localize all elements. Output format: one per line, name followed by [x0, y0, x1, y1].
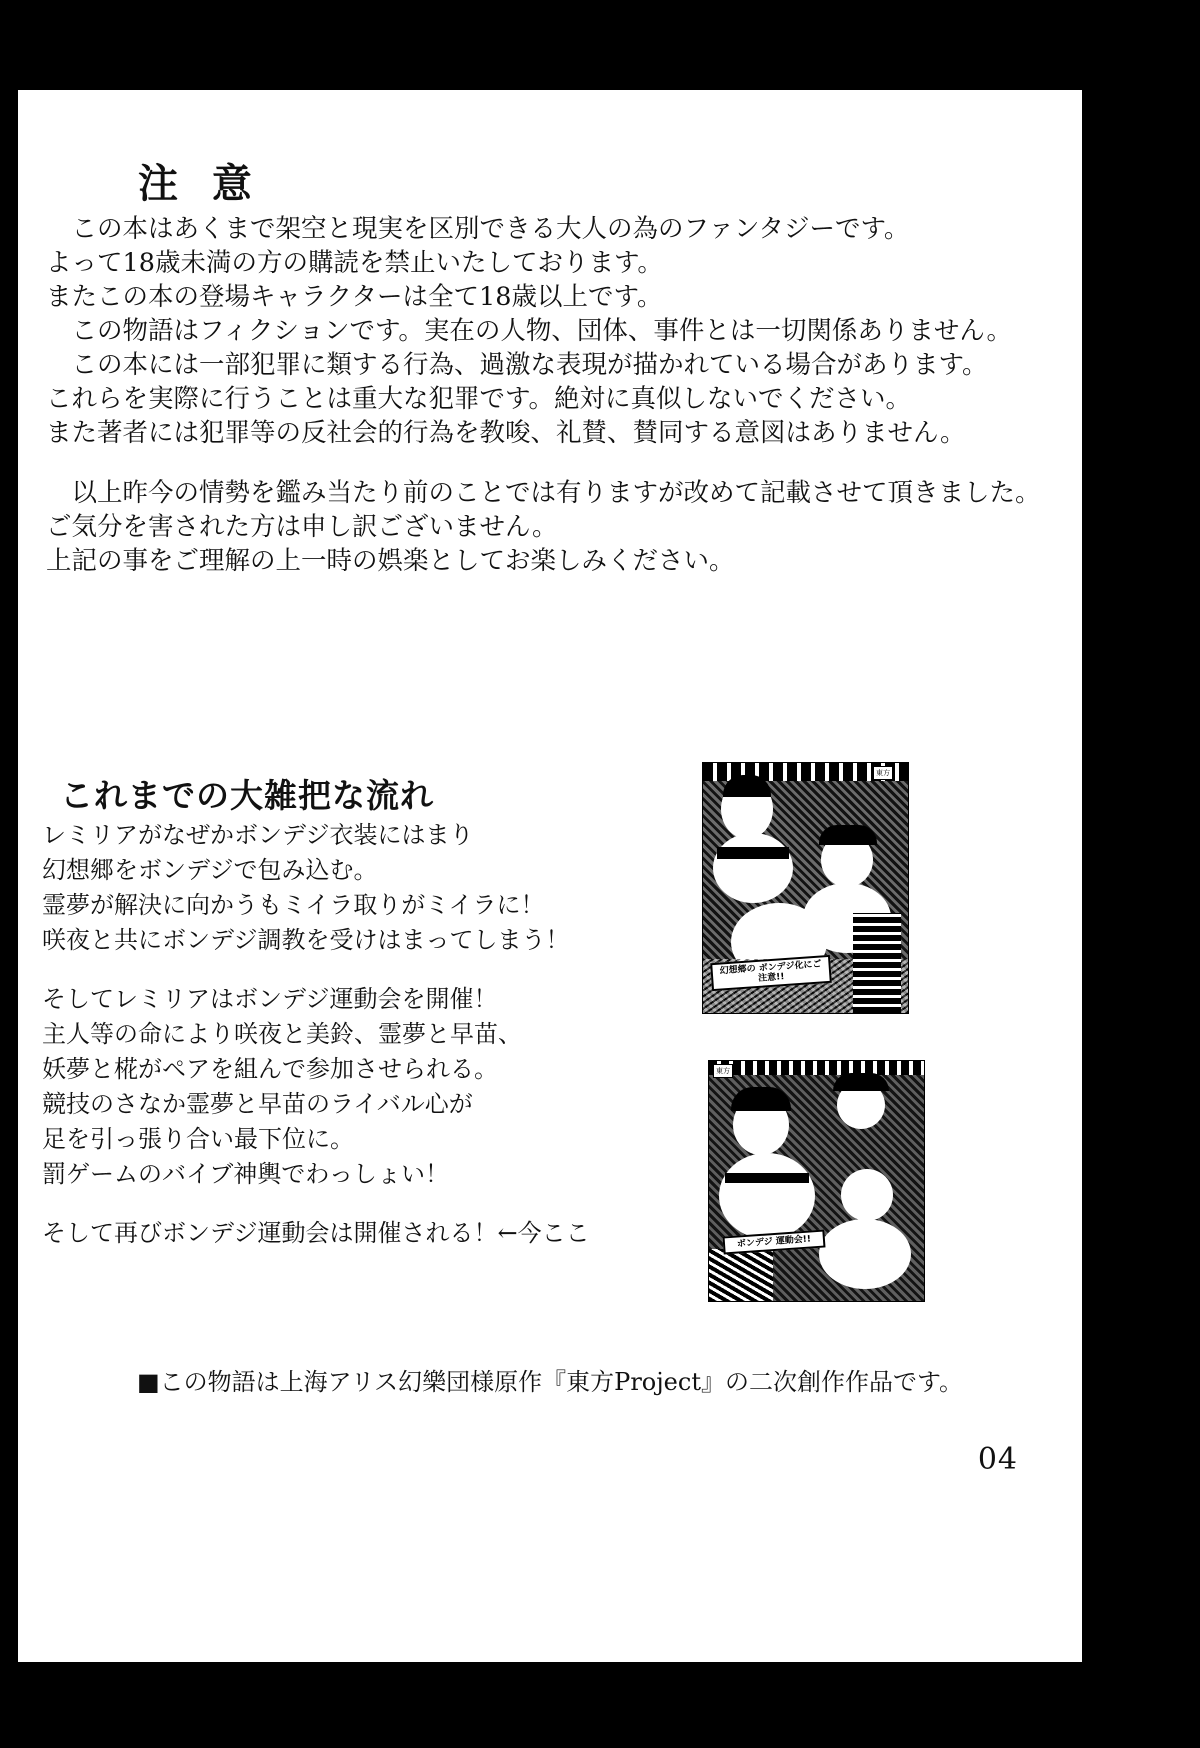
cover-corner-tag: 東方	[713, 1064, 733, 1078]
notice-text-block	[46, 212, 1056, 578]
character-hair-a	[731, 1087, 791, 1111]
paragraph-gap	[42, 1192, 682, 1216]
recap-heading: これまでの大雑把な流れ	[60, 776, 434, 815]
recap-line: 罰ゲームのバイブ神輿でわっしょい！	[42, 1160, 450, 1188]
notice-line: またこの本の登場キャラクターは全て18歳以上です。	[46, 282, 663, 312]
previous-volume-cover-2	[708, 1060, 925, 1302]
notice-line: 以上昨今の情勢を鑑み当たり前のことでは有りますが改めて記載させて頂きました。	[46, 478, 1041, 508]
recap-line: 妖夢と椛がペアを組んで参加させられる。	[42, 1055, 498, 1083]
paragraph-gap	[42, 958, 682, 982]
character-body-c	[819, 1219, 911, 1289]
notice-line: この物語はフィクションです。実在の人物、団体、事件とは一切関係ありません。	[46, 316, 1012, 346]
recap-line: レミリアがなぜかボンデジ衣装にはまり	[42, 821, 474, 849]
previous-volume-cover-1	[702, 762, 909, 1014]
recap-line: そしてレミリアはボンデジ運動会を開催！	[42, 985, 498, 1013]
recap-line: 咲夜と共にボンデジ調教を受けはまってしまう！	[42, 926, 570, 954]
recap-line: 主人等の命により咲夜と美鈴、霊夢と早苗、	[42, 1020, 522, 1048]
page-sheet	[18, 90, 1082, 1662]
notice-line: この本には一部犯罪に類する行為、過激な表現が描かれている場合があります。	[46, 350, 988, 380]
recap-line: そして再びボンデジ運動会は開催される！←今ここ	[42, 1219, 590, 1247]
notice-line: よって18歳未満の方の購読を禁止いたしております。	[46, 248, 663, 278]
character-head-c	[841, 1169, 893, 1221]
recap-text-block	[42, 818, 682, 1251]
notice-line: 上記の事をご理解の上一時の娯楽としてお楽しみください。	[46, 546, 735, 576]
notice-heading: 注 意	[138, 160, 262, 207]
recap-line: 競技のさなか霊夢と早苗のライバル心が	[42, 1090, 473, 1118]
character-hair-b	[819, 825, 877, 845]
cover-corner-tag: 東方	[873, 766, 893, 780]
notice-line: これらを実際に行うことは重大な犯罪です。絶対に真似しないでください。	[46, 384, 911, 414]
recap-line: 幻想郷をボンデジで包み込む。	[42, 856, 378, 884]
cover-side-texture	[853, 913, 901, 1013]
cover-caption-1: 幻想郷の ボンデジ化にご注意!!	[710, 955, 832, 991]
notice-line: また著者には犯罪等の反社会的行為を教唆、礼賛、賛同する意図はありません。	[46, 418, 966, 448]
character-body-a	[719, 1153, 815, 1239]
cover-caption-2: ボンデジ 運動会!!	[722, 1229, 825, 1254]
cover-bottom-texture	[709, 1249, 773, 1301]
copyright-note: ■この物語は上海アリス幻樂団様原作『東方Project』の二次創作作品です。	[136, 1368, 964, 1396]
notice-line: この本はあくまで架空と現実を区別できる大人の為のファンタジーです。	[46, 214, 910, 244]
bondage-strap-a	[717, 847, 789, 859]
recap-line: 霊夢が解決に向かうもミイラ取りがミイラに！	[42, 891, 545, 919]
page-number: 04	[977, 1442, 1018, 1477]
cover-top-band	[709, 1061, 924, 1075]
character-hair-b	[833, 1073, 889, 1091]
character-body-a	[713, 833, 793, 903]
bondage-strap-a	[725, 1173, 809, 1183]
paragraph-gap	[46, 450, 1056, 476]
notice-line: ご気分を害された方は申し訳ございません。	[46, 512, 558, 542]
recap-line: 足を引っ張り合い最下位に。	[42, 1125, 354, 1153]
